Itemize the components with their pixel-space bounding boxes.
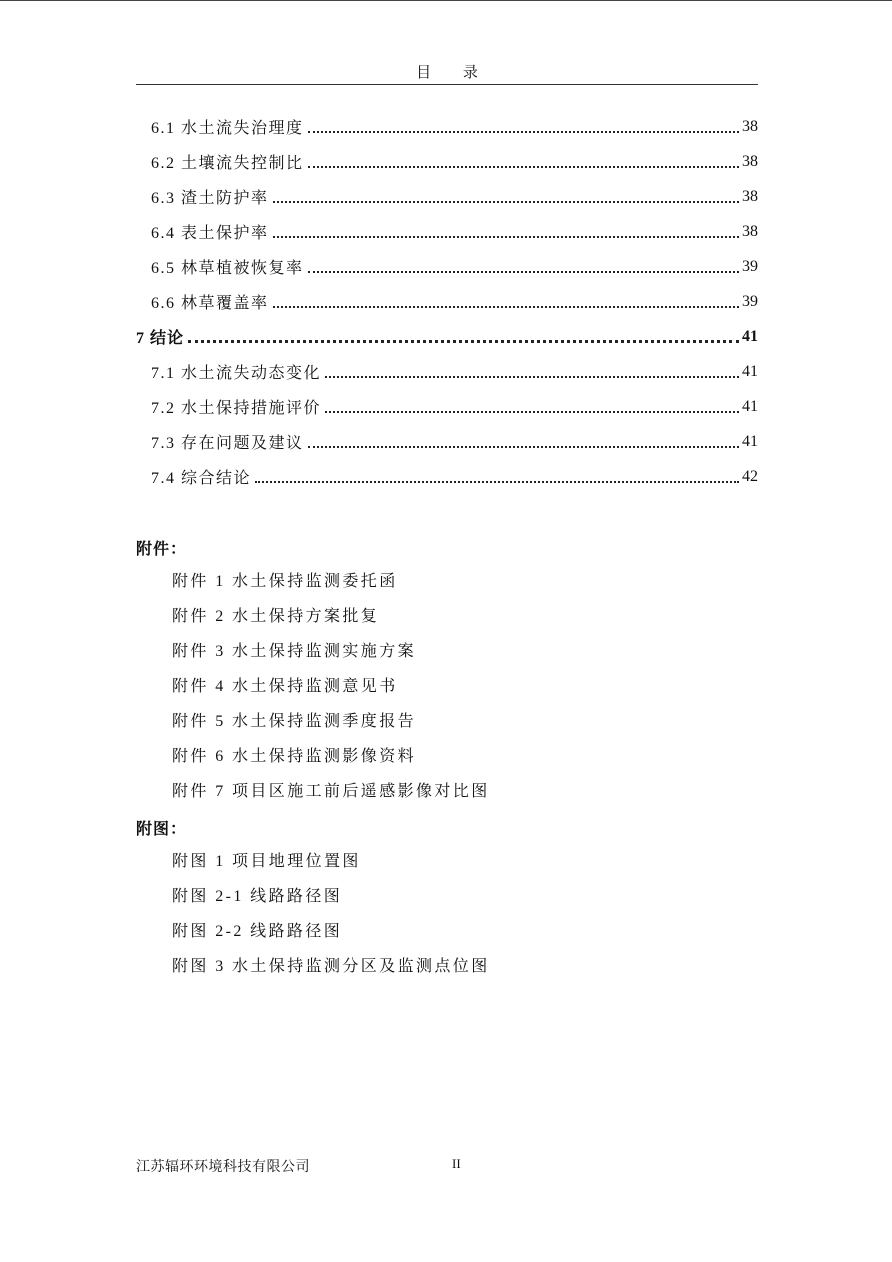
toc-entry[interactable] (136, 354, 758, 389)
toc-entry-page: 38 (742, 152, 758, 170)
toc-entry-label: 6.2 土壤流失控制比 (151, 155, 304, 172)
toc-leader-dots (273, 236, 739, 238)
attachment-item: 附件 1 水土保持监测委托函 (172, 573, 398, 590)
toc-leader-dots (308, 131, 739, 133)
toc-entry-label: 6.3 渣土防护率 (151, 190, 269, 207)
toc-entry[interactable] (136, 144, 758, 179)
toc-entry-page: 41 (742, 362, 758, 380)
figure-item: 附图 2-2 线路路径图 (172, 923, 343, 940)
toc-entry[interactable] (136, 284, 758, 319)
figures-list (172, 844, 490, 984)
footer-page-number: II (452, 1156, 461, 1171)
toc-entry-label: 7.3 存在问题及建议 (151, 435, 304, 452)
toc-entry[interactable] (136, 179, 758, 214)
toc-entry[interactable] (136, 389, 758, 424)
page-header (136, 60, 758, 85)
toc-entry-label: 6.6 林草覆盖率 (151, 295, 269, 312)
toc-entry-page: 39 (742, 257, 758, 275)
toc-entry-page: 38 (742, 222, 758, 240)
toc-leader-dots (325, 376, 739, 378)
attachment-item: 附件 7 项目区施工前后遥感影像对比图 (172, 783, 490, 800)
figure-item: 附图 3 水土保持监测分区及监测点位图 (172, 958, 490, 975)
toc-leader-dots (188, 340, 739, 343)
figure-item: 附图 1 项目地理位置图 (172, 853, 361, 870)
toc-entry-page: 38 (742, 187, 758, 205)
figures-heading: 附图： (136, 821, 188, 838)
toc-entry-page: 41 (742, 432, 758, 450)
attachments-list (172, 564, 490, 809)
toc-entry[interactable] (136, 109, 758, 144)
toc-leader-dots (273, 201, 739, 203)
toc-leader-dots (308, 271, 739, 273)
attachments-heading: 附件： (136, 541, 188, 558)
toc-entry[interactable] (136, 249, 758, 284)
page-top-border (0, 0, 892, 1)
toc-entry-page: 41 (742, 397, 758, 415)
toc-chapter-entry[interactable] (136, 319, 758, 354)
toc-entry[interactable] (136, 214, 758, 249)
toc-entry-label: 7.4 综合结论 (151, 470, 252, 487)
toc-entry-label: 7 结论 (136, 330, 185, 347)
table-of-contents (136, 109, 758, 494)
toc-entry[interactable] (136, 424, 758, 459)
toc-entry-page: 38 (742, 117, 758, 135)
attachment-item: 附件 4 水土保持监测意见书 (172, 678, 398, 695)
attachment-item: 附件 3 水土保持监测实施方案 (172, 643, 417, 660)
toc-leader-dots (325, 411, 739, 413)
toc-entry[interactable] (136, 459, 758, 494)
toc-leader-dots (255, 481, 739, 483)
toc-entry-label: 6.1 水土流失治理度 (151, 120, 304, 137)
toc-leader-dots (308, 166, 739, 168)
toc-leader-dots (308, 446, 739, 448)
attachment-item: 附件 6 水土保持监测影像资料 (172, 748, 417, 765)
toc-entry-page: 42 (742, 467, 758, 485)
toc-leader-dots (273, 306, 739, 308)
toc-entry-label: 6.4 表土保护率 (151, 225, 269, 242)
attachment-item: 附件 5 水土保持监测季度报告 (172, 713, 417, 730)
toc-entry-page: 39 (742, 292, 758, 310)
figure-item: 附图 2-1 线路路径图 (172, 888, 343, 905)
attachment-item: 附件 2 水土保持方案批复 (172, 608, 380, 625)
toc-entry-label: 7.2 水土保持措施评价 (151, 400, 322, 417)
toc-entry-label: 7.1 水土流失动态变化 (151, 365, 322, 382)
page-title: 目 录 (416, 65, 492, 81)
toc-entry-label: 6.5 林草植被恢复率 (151, 260, 304, 277)
footer-company-name: 江苏辐环环境科技有限公司 (136, 1160, 310, 1175)
toc-entry-page: 41 (742, 327, 758, 345)
